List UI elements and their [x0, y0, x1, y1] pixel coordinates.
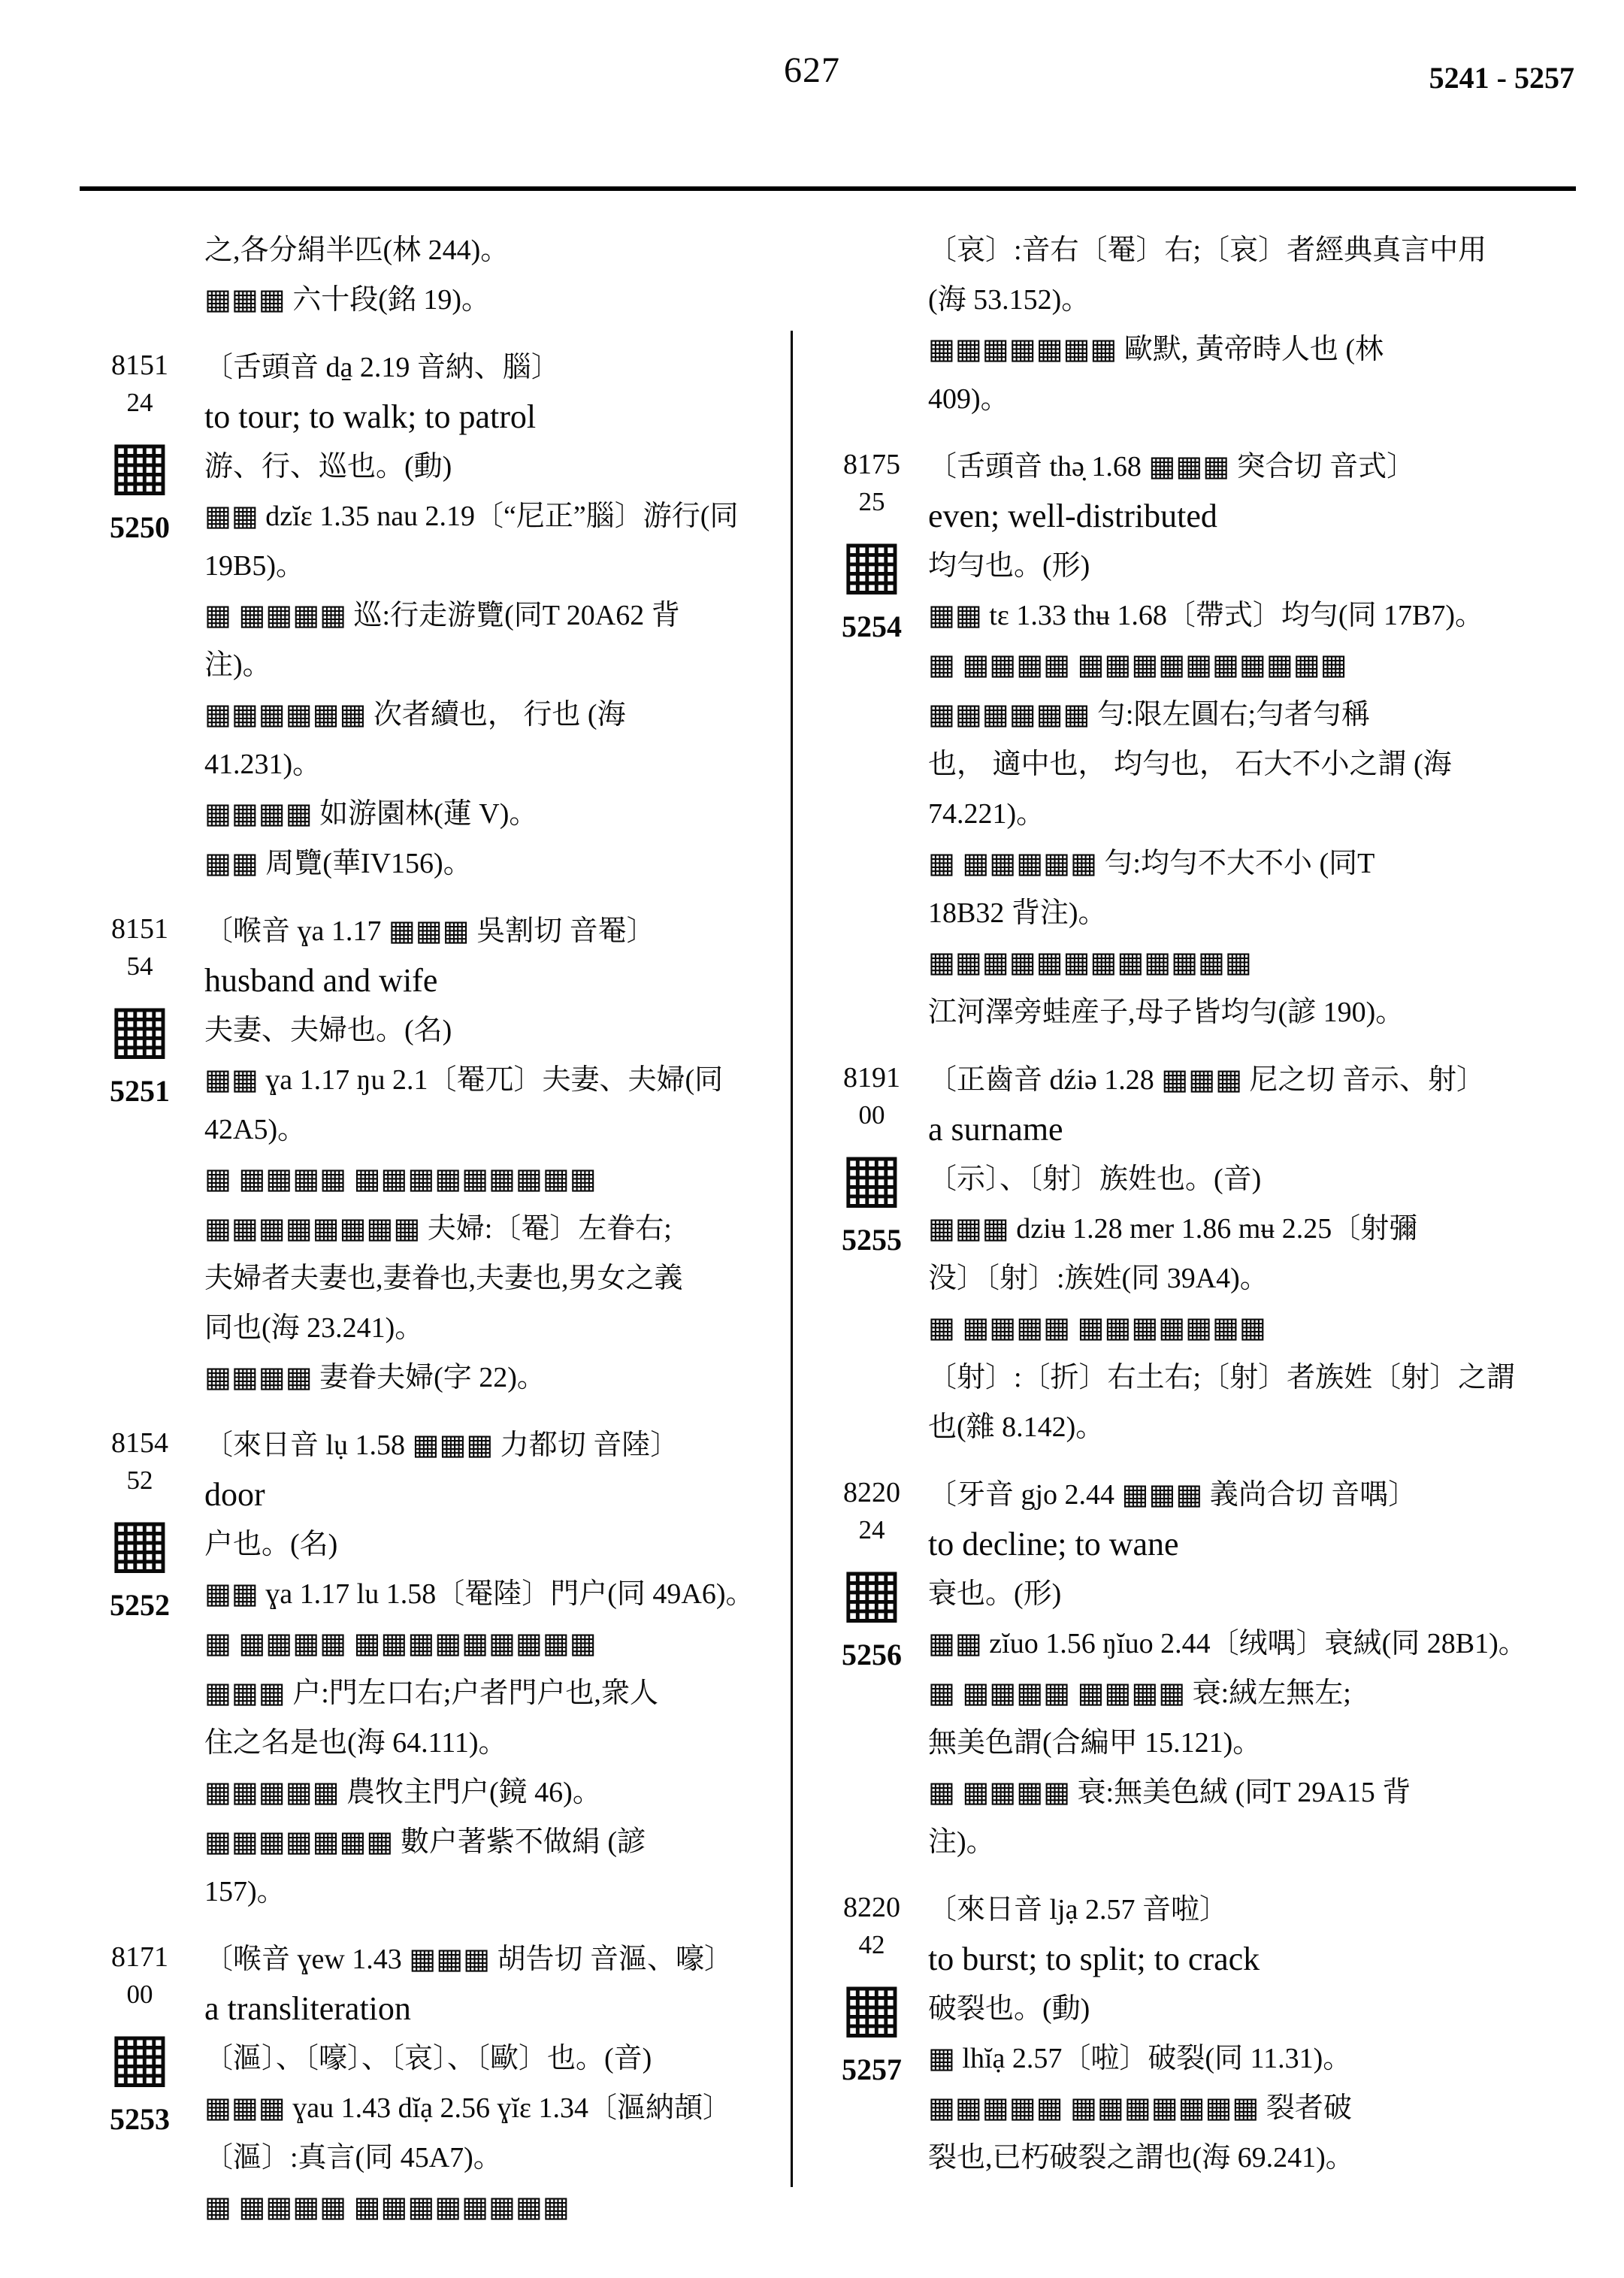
- text-line: ▦▦ 周覽(華IV156)。: [204, 848, 472, 879]
- phonetic-line: 〔正齒音 dźiə 1.28 ▦▦▦ 尼之切 音示、射〕: [928, 1064, 1486, 1096]
- text-line: 衰也。(形): [928, 1578, 1062, 1610]
- text-line: 破裂也。(動): [928, 1993, 1090, 2025]
- text-line: 也(雜 8.142)。: [928, 1411, 1105, 1443]
- text-line: ▦ ▦▦▦▦ ▦▦▦▦▦▦▦▦▦▦: [928, 649, 1347, 681]
- text-line: ▦▦▦▦ 妻眷夫婦(字 22)。: [204, 1362, 546, 1393]
- phonetic-line: 〔喉音 ɣa 1.17 ▦▦▦ 吳割切 音罨〕: [204, 915, 655, 947]
- header-rule: [80, 186, 1576, 191]
- entry-number: 5253: [110, 2102, 170, 2136]
- entry-code: 8220: [843, 1477, 900, 1508]
- phonetic-line: 〔來日音 lụ 1.58 ▦▦▦ 力都切 音陸〕: [204, 1429, 679, 1461]
- text-line: 41.231)。: [204, 749, 322, 780]
- text-line: 之,各分絹半匹(林 244)。: [204, 234, 510, 266]
- text-line: ▦ ▦▦▦▦ ▦▦▦▦▦▦▦: [928, 1312, 1266, 1344]
- text-line: ▦▦ tɛ 1.33 thʉ 1.68〔帶式〕均勻(同 17B7)。: [928, 600, 1484, 631]
- page-number: 627: [784, 50, 840, 90]
- text-line: ▦ ▦▦▦▦ 巡:行走游覽(同T 20A62 背: [204, 600, 680, 631]
- text-line: ▦▦▦▦▦▦▦ 數户著紫不做絹 (諺: [204, 1826, 646, 1858]
- entry-5256: [815, 1470, 1576, 1867]
- text-line: ▦▦▦ dziʉ 1.28 mer 1.86 mʉ 2.25〔射彌: [928, 1213, 1418, 1245]
- entry-subcode: 52: [126, 1466, 153, 1495]
- text-line: ▦ ▦▦▦▦ ▦▦▦▦ 衰:絨左無左;: [928, 1677, 1351, 1709]
- entry-number: 5254: [842, 610, 902, 643]
- right-column: [815, 225, 1576, 2183]
- entry-subcode: 24: [126, 388, 153, 417]
- text-line: 157)。: [204, 1876, 286, 1907]
- text-line: ▦▦ ɣa 1.17 ŋu 2.1〔罨兀〕夫妻、夫婦(同: [204, 1064, 724, 1096]
- entry-code: 8191: [843, 1062, 900, 1094]
- english-gloss: door: [204, 1476, 265, 1513]
- entry-code: 8151: [111, 913, 168, 945]
- text-line: 〔哀〕:音右〔罨〕右;〔哀〕者經典真言中用: [928, 234, 1487, 266]
- text-line: 無美色謂(合編甲 15.121)。: [928, 1727, 1262, 1759]
- entry-5253: [75, 1935, 789, 2232]
- text-line: 游、行、巡也。(動): [204, 451, 452, 483]
- entry-5257: [815, 1885, 1576, 2183]
- text-line: (海 53.152)。: [928, 284, 1090, 316]
- continuation-block: [815, 225, 1576, 424]
- phonetic-line: 〔來日音 ljạ 2.57 音啦〕: [928, 1894, 1228, 1926]
- entry-5255: [815, 1055, 1576, 1452]
- column-divider: [791, 331, 793, 2187]
- phonetic-line: 〔喉音 ɣew 1.43 ▦▦▦ 胡告切 音漚、嚎〕: [204, 1944, 733, 1975]
- text-line: 住之名是也(海 64.111)。: [204, 1727, 507, 1759]
- text-line: ▦▦▦▦▦▦▦▦ 夫婦:〔罨〕左眷右;: [204, 1213, 672, 1245]
- text-line: 均勻也。(形): [928, 550, 1090, 582]
- tangut-headword-glyph: ▦: [108, 1507, 171, 1580]
- tangut-headword-glyph: ▦: [108, 429, 171, 502]
- text-line: 注)。: [928, 1826, 995, 1858]
- entry-5252: [75, 1420, 789, 1916]
- entry-number: 5252: [110, 1588, 170, 1622]
- text-line: ▦ ▦▦▦▦ ▦▦▦▦▦▦▦▦: [204, 2192, 570, 2223]
- text-line: ▦ lhĭạ 2.57〔啦〕破裂(同 11.31)。: [928, 2043, 1352, 2074]
- entry-number: 5255: [842, 1223, 902, 1257]
- entry-number: 5256: [842, 1638, 902, 1671]
- entry-code: 8175: [843, 449, 900, 480]
- entry-number: 5251: [110, 1074, 170, 1108]
- entry-5254: [815, 442, 1576, 1037]
- text-line: 夫婦者夫妻也,妻眷也,夫妻也,男女之義: [204, 1263, 683, 1294]
- text-line: 户也。(名): [204, 1529, 338, 1560]
- text-line: 〔漚〕:真言(同 45A7)。: [204, 2142, 502, 2174]
- text-line: ▦▦▦▦ 如游園林(蓮 V)。: [204, 798, 538, 830]
- entry-subcode: 25: [858, 487, 885, 516]
- text-line: ▦ ▦▦▦▦ ▦▦▦▦▦▦▦▦▦: [204, 1163, 597, 1195]
- text-line: 42A5)。: [204, 1114, 307, 1145]
- text-line: ▦▦ ɣa 1.17 lu 1.58〔罨陸〕門户(同 49A6)。: [204, 1578, 755, 1610]
- english-gloss: a surname: [928, 1111, 1063, 1148]
- text-line: 74.221)。: [928, 798, 1045, 830]
- phonetic-line: 〔舌頭音 thə̣ 1.68 ▦▦▦ 突合切 音式〕: [928, 451, 1416, 483]
- tangut-headword-glyph: ▦: [108, 993, 171, 1066]
- entry-5251: [75, 906, 789, 1402]
- english-gloss: to tour; to walk; to patrol: [204, 398, 537, 435]
- text-line: ▦▦▦ 户:門左口右;户者門户也,衆人: [204, 1677, 658, 1709]
- left-column: [75, 225, 789, 2232]
- text-line: 〔示〕、〔射〕族姓也。(音): [928, 1163, 1262, 1195]
- entry-subcode: 24: [858, 1515, 885, 1544]
- entry-number: 5250: [110, 510, 170, 544]
- entry-subcode: 42: [858, 1930, 885, 1959]
- phonetic-line: 〔牙音 gjo 2.44 ▦▦▦ 義尚合切 音喁〕: [928, 1479, 1417, 1511]
- entry-5250: [75, 343, 789, 888]
- text-line: ▦ ▦▦▦▦▦ 勻:均勻不大不小 (同T: [928, 848, 1375, 879]
- english-gloss: a transliteration: [204, 1990, 411, 2027]
- continuation-block: [75, 225, 789, 325]
- text-line: ▦▦▦▦▦▦ 次者續也， 行也 (海: [204, 699, 626, 731]
- entry-subcode: 00: [126, 1980, 153, 2009]
- tangut-headword-glyph: ▦: [840, 1971, 903, 2044]
- text-line: 409)。: [928, 383, 1009, 415]
- tangut-headword-glyph: ▦: [840, 528, 903, 601]
- entry-code: 8154: [111, 1427, 168, 1459]
- text-line: 同也(海 23.241)。: [204, 1312, 424, 1344]
- tangut-headword-glyph: ▦: [840, 1556, 903, 1629]
- entry-code: 8151: [111, 349, 168, 381]
- english-gloss: husband and wife: [204, 962, 438, 999]
- text-line: 注)。: [204, 649, 271, 681]
- text-line: ▦▦▦▦▦ 農牧主門户(鏡 46)。: [204, 1777, 601, 1808]
- text-line: ▦ ▦▦▦▦ 衰:無美色絨 (同T 29A15 背: [928, 1777, 1411, 1808]
- text-line: ▦ ▦▦▦▦ ▦▦▦▦▦▦▦▦▦: [204, 1628, 597, 1659]
- text-line: ▦▦▦▦▦▦▦▦▦▦▦▦: [928, 947, 1252, 979]
- text-line: 18B32 背注)。: [928, 897, 1107, 929]
- entry-code: 8220: [843, 1892, 900, 1923]
- entry-subcode: 54: [126, 951, 153, 981]
- entry-subcode: 00: [858, 1100, 885, 1130]
- text-line: ▦▦▦ ɣau 1.43 dĭạ 2.56 ɣĭɛ 1.34〔漚納頡〕: [204, 2092, 732, 2124]
- english-gloss: to decline; to wane: [928, 1526, 1179, 1563]
- english-gloss: even; well-distributed: [928, 498, 1217, 534]
- text-line: ▦▦▦▦▦▦ 勻:限左圓右;勻者勻稱: [928, 699, 1371, 731]
- text-line: 夫妻、夫婦也。(名): [204, 1015, 452, 1046]
- tangut-headword-glyph: ▦: [840, 1142, 903, 1215]
- entry-range: 5241 - 5257: [1429, 61, 1574, 95]
- text-line: ▦▦▦▦▦ ▦▦▦▦▦▦▦ 裂者破: [928, 2092, 1352, 2124]
- english-gloss: to burst; to split; to crack: [928, 1941, 1260, 1977]
- text-line: 19B5)。: [204, 550, 305, 582]
- text-line: 也， 適中也， 均勻也， 石大不小之謂 (海: [928, 749, 1452, 780]
- phonetic-line: 〔舌頭音 da̱ 2.19 音納、腦〕: [204, 352, 560, 383]
- text-line: 〔漚〕、〔嚎〕、〔哀〕、〔歐〕也。(音): [204, 2043, 652, 2074]
- text-line: 没〕〔射〕:族姓(同 39A4)。: [928, 1263, 1269, 1294]
- text-line: 裂也,已朽破裂之謂也(海 69.241)。: [928, 2142, 1354, 2174]
- text-line: ▦▦▦▦▦▦▦ 歐默, 黃帝時人也 (林: [928, 334, 1384, 365]
- text-line: 〔射〕:〔折〕右土右;〔射〕者族姓〔射〕之謂: [928, 1362, 1516, 1393]
- text-line: ▦▦ dzĭɛ 1.35 nau 2.19〔“尼正”腦〕游行(同: [204, 501, 739, 532]
- text-line: ▦▦▦ 六十段(銘 19)。: [204, 284, 491, 316]
- entry-code: 8171: [111, 1941, 168, 1973]
- entry-number: 5257: [842, 2053, 902, 2086]
- text-line: 江河澤旁蛙産子,母子皆均勻(諺 190)。: [928, 997, 1405, 1028]
- text-line: ▦▦ zĭuo 1.56 ŋĭuo 2.44〔绒喁〕衰絨(同 28B1)。: [928, 1628, 1527, 1659]
- tangut-headword-glyph: ▦: [108, 2021, 171, 2094]
